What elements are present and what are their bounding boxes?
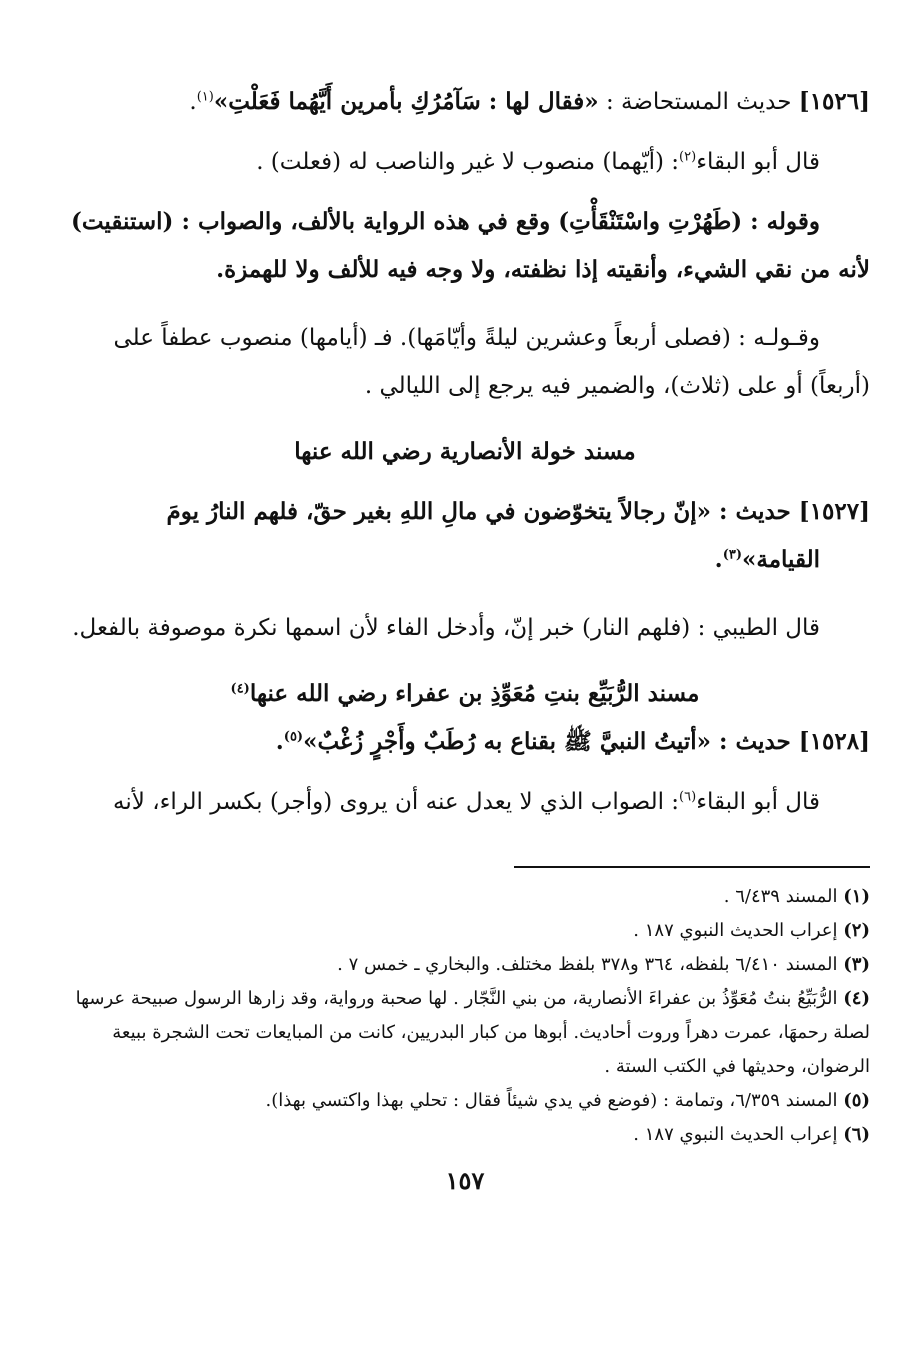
paragraph-tibi [60, 604, 870, 652]
footnote-mark: (٦) [843, 1124, 870, 1145]
footnote-text: إعراب الحديث النبوي ١٨٧ . [633, 920, 838, 941]
paragraph-ayyamaha [60, 314, 870, 362]
footnote-divider [514, 866, 870, 868]
commentary-text: : الصواب الذي لا يعدل عنه أن يروى (وأجر) بكسر الراء، لأنه [113, 789, 680, 815]
footnote-ref[interactable]: (٣) [722, 547, 742, 563]
paragraph-1527 [60, 488, 870, 536]
hadith-lead: حديث المستحاضة : [605, 89, 792, 115]
section-heading-khawla: مسند خولة الأنصارية رضي الله عنها [294, 438, 636, 465]
footnotes [60, 880, 870, 1152]
hadith-quote: حديث : «أتيتُ النبيَّ ﷺ بقناع به رُطَبٌ وأَجْرٍ زُغْبٌ» [303, 728, 791, 755]
commentary-line-1: وقـولـه : (فصلى أربعاً وعشرين ليلةً وأيّامَها). فـ (أيامها) منصوب عطفاً على [113, 325, 820, 351]
punctuation: . [189, 89, 197, 115]
paragraph-1527-cont [60, 536, 870, 584]
hadith-number: [١٥٢٨] [798, 728, 870, 755]
punctuation: . [275, 728, 284, 755]
footnote-3 [60, 948, 870, 982]
commentary-line-2: لأنه من نقي الشيء، وأنقيته إذا نظفته، ولا وجه فيه للألف ولا للهمزة. [216, 256, 870, 283]
footnote-ref[interactable]: (١) [196, 89, 214, 105]
paragraph-tahurti-cont [60, 246, 870, 294]
footnote-mark: (٤) [843, 988, 870, 1009]
commentator: قال أبو البقاء [696, 149, 820, 175]
paragraph-tahurti [60, 198, 870, 246]
punctuation: . [714, 546, 723, 573]
paragraph-abu-baqa-1 [60, 138, 870, 186]
commentary-line-1: وقوله : (طَهُرْتِ واسْتَنْقَأْتِ) وقع في هذه الرواية بالألف، والصواب : (استنقيت) [70, 208, 820, 235]
footnote-ref[interactable]: (٥) [283, 729, 304, 745]
paragraph-ayyamaha-cont [60, 362, 870, 410]
hadith-text-line-1: حديث : «إنّ رجالاً يتخوّضون في مالِ اللهِ بغير حقّ، فلهم النارُ يومَ [166, 498, 791, 525]
paragraph-1528 [60, 718, 870, 766]
footnote-mark: (٥) [843, 1090, 870, 1111]
page-number: ١٥٧ [445, 1166, 485, 1195]
paragraph-1526 [60, 78, 870, 126]
commentary-text: : (أيّهما) منصوب لا غير والناصب له (فعلت) . [256, 149, 680, 175]
footnote-ref[interactable]: (٢) [679, 149, 697, 165]
footnote-text: المسند ٦/٣٥٩، وتمامة : (فوضع في يدي شيئاً فقال : تحلي بهذا واكتسي بهذا). [265, 1090, 838, 1111]
footnote-4 [60, 982, 870, 1084]
footnote-5 [60, 1084, 870, 1118]
commentator: قال أبو البقاء [696, 789, 820, 815]
footnote-text: إعراب الحديث النبوي ١٨٧ . [633, 1124, 838, 1145]
hadith-text-line-2: القيامة» [741, 546, 820, 573]
hadith-number: [١٥٢٦] [798, 88, 870, 115]
footnote-text: المسند ٦/٤١٠ بلفظه، ٣٦٤ و٣٧٨ بلفظ مختلف. والبخاري ـ خمس ٧ . [337, 954, 838, 975]
footnote-text: المسند ٦/٤٣٩ . [723, 886, 838, 907]
footnote-1 [60, 880, 870, 914]
footnote-ref[interactable]: (٦) [679, 789, 697, 805]
hadith-number: [١٥٢٧] [798, 498, 870, 525]
commentary-line-2: (أربعاً) أو على (ثلاث)، والضمير فيه يرجع إلى الليالي . [364, 373, 870, 399]
heading-text: مسند الرُّبَيِّع بنتِ مُعَوِّذِ بن عفراء رضي الله عنها [249, 680, 700, 707]
footnote-6 [60, 1118, 870, 1152]
section-heading-rubayyi [60, 670, 870, 718]
commentary-text: قال الطيبي : (فلهم النار) خبر إنّ، وأدخل الفاء لأن اسمها نكرة موصوفة بالفعل. [72, 615, 820, 641]
paragraph-abu-baqa-2 [60, 778, 870, 826]
footnote-mark: (٢) [843, 920, 870, 941]
footnote-ref[interactable]: (٤) [230, 681, 250, 697]
footnote-mark: (١) [843, 886, 870, 907]
hadith-quote: «فقال لها : سَآمُرُكِ بأمرين أَيَّهُما فَعَلْتِ» [213, 88, 599, 115]
footnote-2 [60, 914, 870, 948]
footnote-mark: (٣) [843, 954, 870, 975]
footnote-text: الرُّبَيِّعُ بنتُ مُعَوِّذُ بن عفراءَ الأنصارية، من بني النَّجّار . لها صحبة ورواية، وقد زارها الرسول صبيحة عرسها لصلة رحمهَا، عمرت دهراً وروت أحاديث. أبوها من كبار البدريين، كانت من المبايعات تحت الشجرة ببيعة الرضوان، وحديثها في الكتب الستة . [75, 988, 870, 1077]
